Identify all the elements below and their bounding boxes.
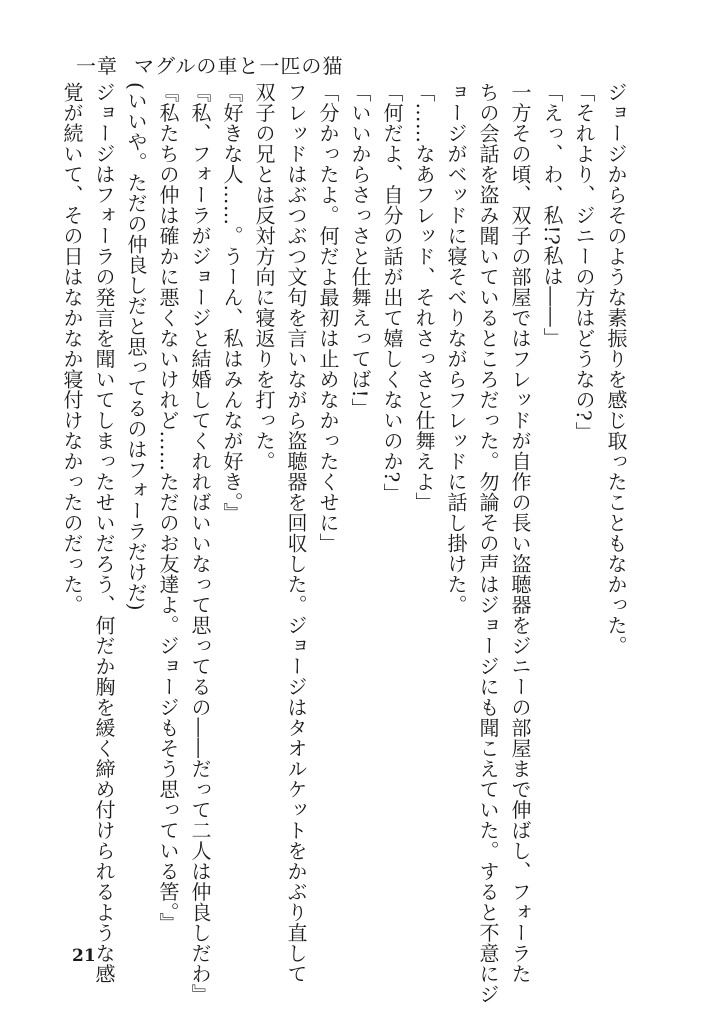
text-line: 「何だよ、自分の話が出て嬉しくないのか?」 — [380, 82, 404, 504]
text-line: 『好きな人……。うーん、私はみんなが好き。』 — [220, 82, 244, 523]
text-line: フレッドはぶつぶつ文句を言いながら盗聴器を回収した。ジョージはタオルケットをかぶり直して — [284, 82, 308, 984]
text-line: ジョージはフォーラの発言を聞いてしまったせいだろう、何だか胸を緩く締め付けられるような感 — [92, 82, 116, 984]
text-line: 『私、フォーラがジョージと結婚してくれればいいなって思ってるの――だって二人は仲良しだわ』 — [188, 82, 212, 1005]
text-line: ョージがベッドに寝そべりながらフレッドに話し掛けた。 — [444, 82, 468, 615]
text-line: 一方その頃、双子の部屋ではフレッドが自作の長い盗聴器をジニーの部屋まで伸ばし、フォーラた — [508, 82, 532, 984]
text-line: 「いいからさっさと仕舞えってば!」 — [348, 82, 372, 419]
text-line: ちの会話を盗み聞いているところだった。勿論その声はジョージにも聞こえていた。すると不意にジ — [476, 82, 500, 1005]
text-line: 『私たちの仲は確かに悪くないけれど……ただのお友達よ。ジョージもそう思っている筈。』 — [156, 82, 180, 933]
body-text — [56, 82, 632, 1005]
text-line: 覚が続いて、その日はなかなか寝付けなかったのだった。 — [60, 82, 84, 615]
text-line: 双子の兄とは反対方向に寝返りを打った。 — [252, 82, 276, 472]
text-line: ジョージからそのような素振りを感じ取ったこともなかった。 — [604, 82, 628, 656]
text-line: 「分かったよ。何だよ最初は止めなかったくせに」 — [316, 82, 340, 554]
chapter-title: マグルの車と一匹の猫 — [134, 54, 344, 78]
running-header — [76, 50, 343, 79]
text-line: 「……なあフレッド、それさっさと仕舞えよ」 — [412, 82, 436, 513]
text-line: (いいや。ただの仲良しだと思ってるのはフォーラだけだ) — [124, 82, 148, 612]
text-line: 「それより、ジニーの方はどうなの?」 — [572, 82, 596, 442]
text-line: 「えっ、わ、私!?私は――」 — [540, 82, 564, 348]
page-number: 21 — [72, 946, 96, 966]
chapter-label: 一章 — [76, 54, 118, 78]
